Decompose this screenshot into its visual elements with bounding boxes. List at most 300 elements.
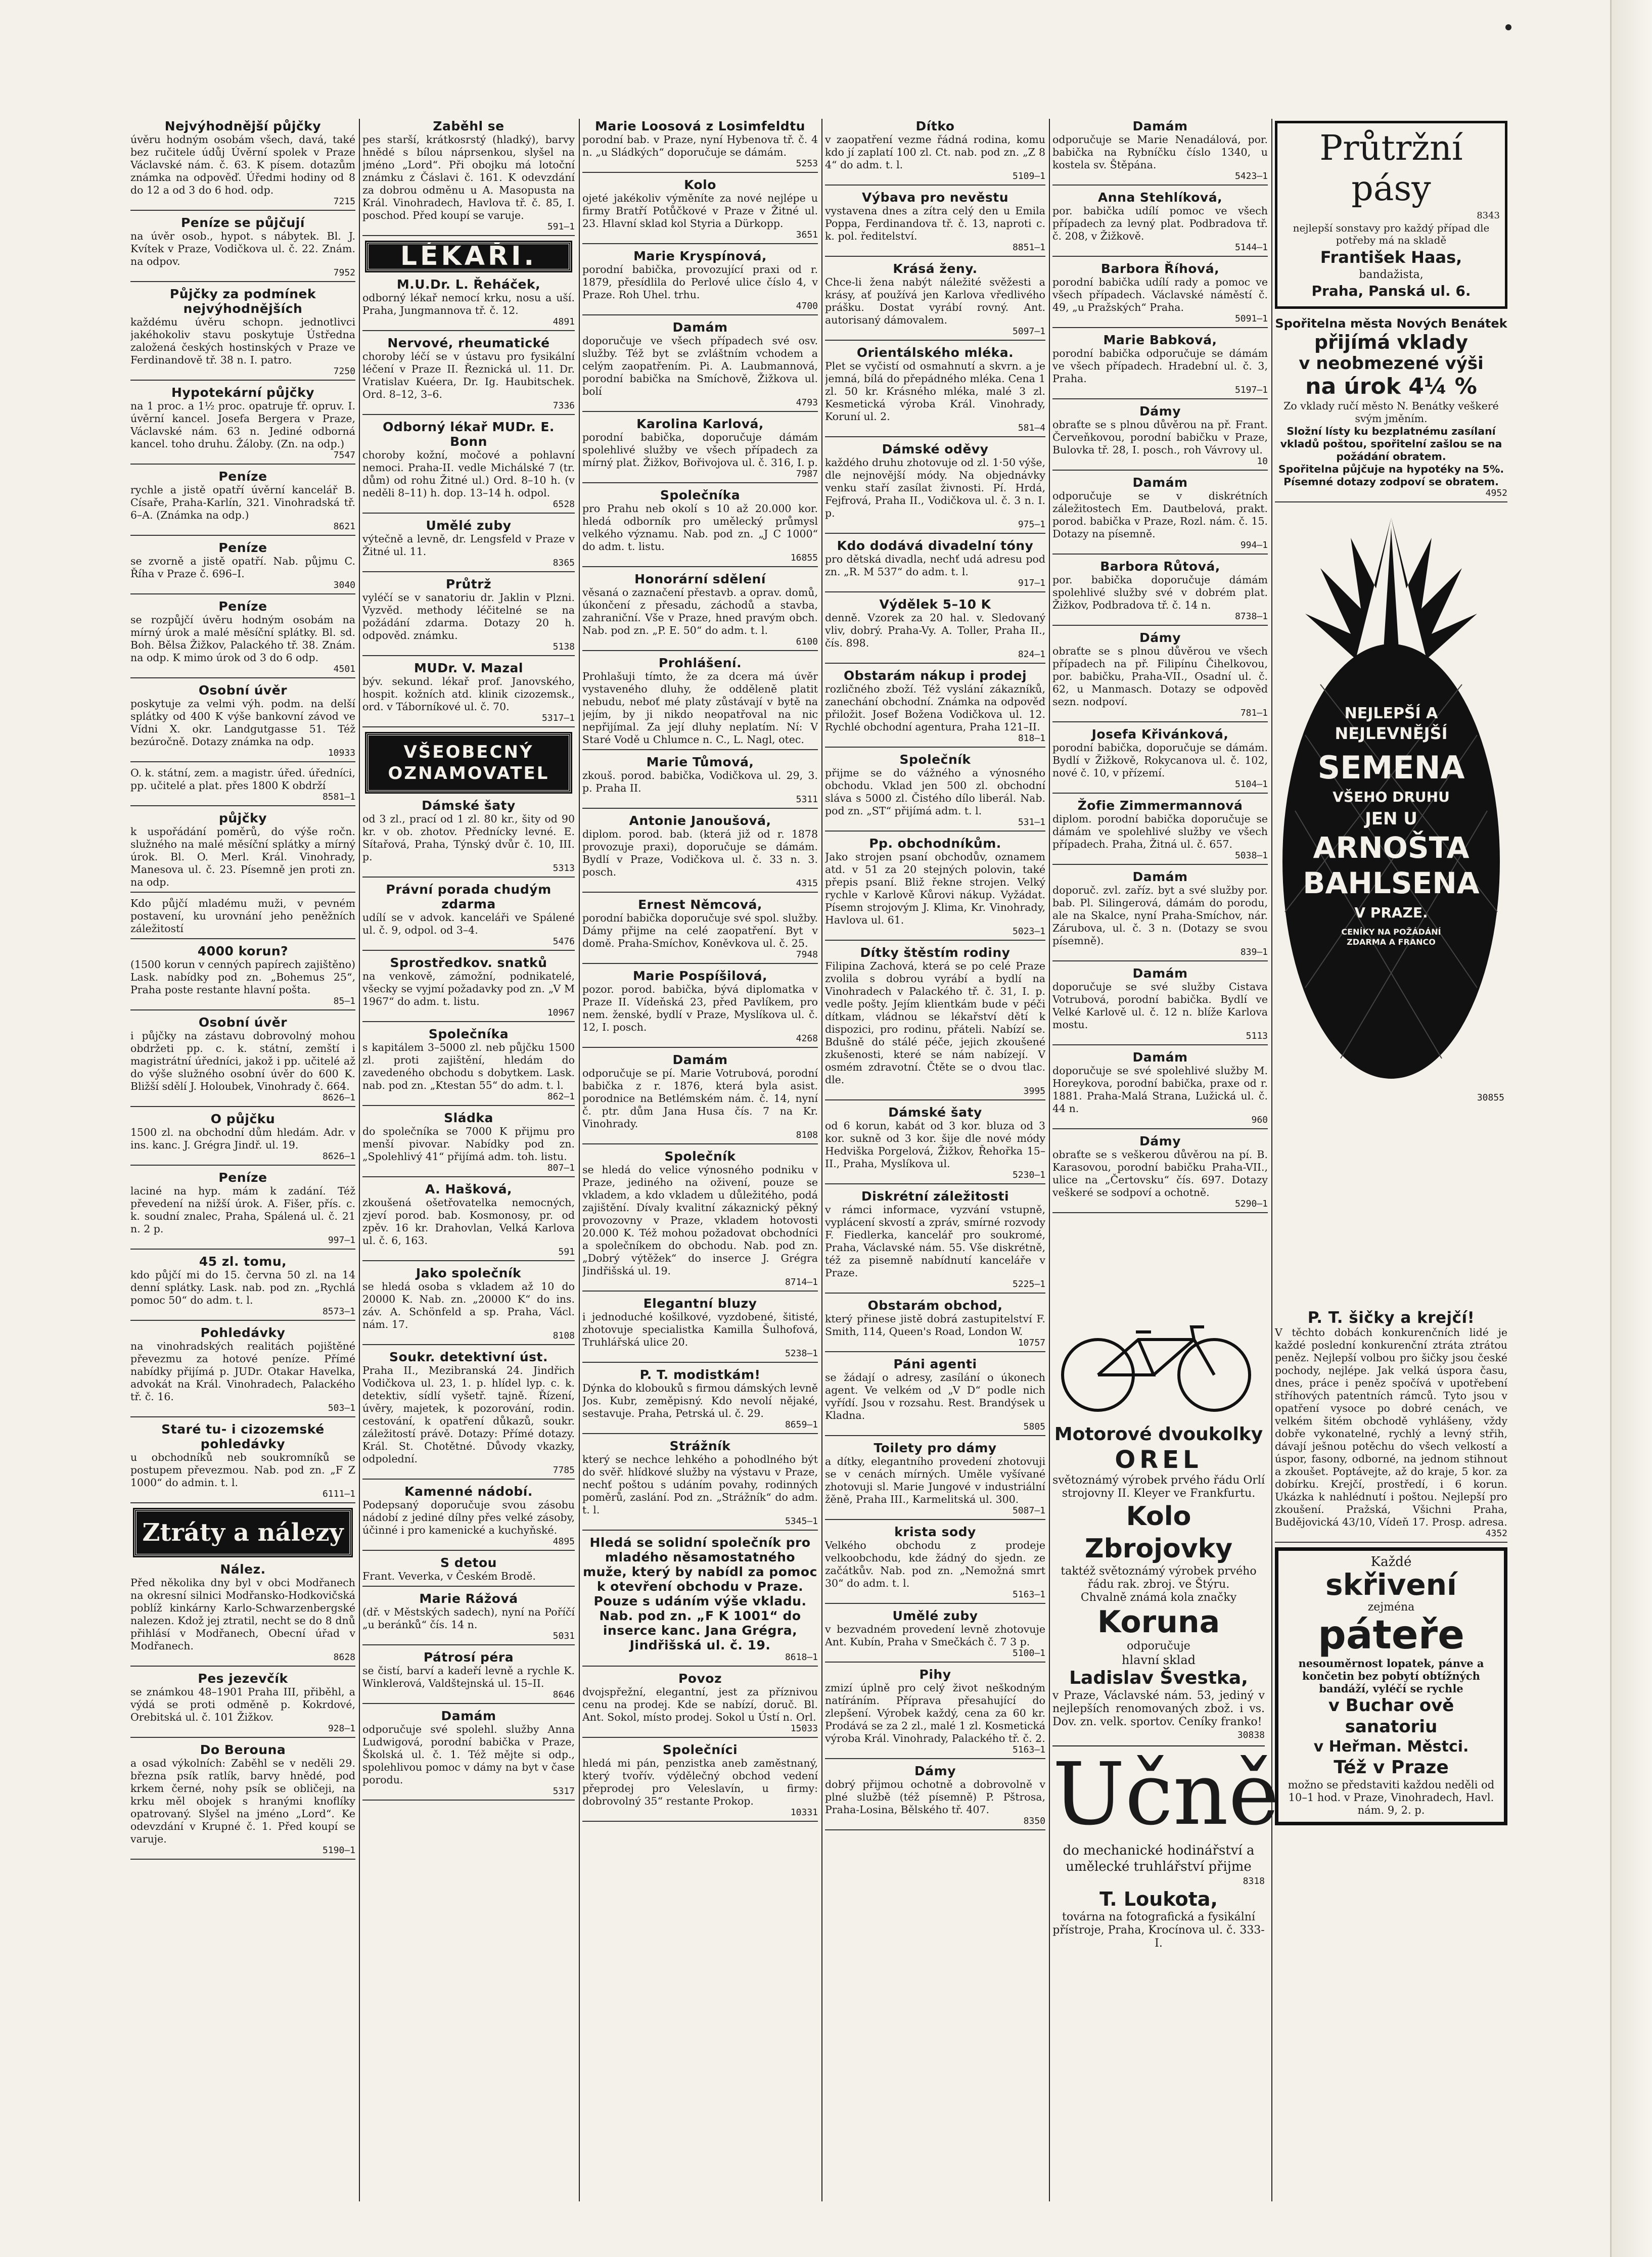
classified-ad <box>130 1671 355 1738</box>
col5-ads <box>1052 119 1268 1213</box>
ad-ref-number: 5031 <box>553 1631 575 1641</box>
classified-ad <box>130 1254 355 1321</box>
ad-body: u obchodníků neb soukromníků se postupem převezmou. Nab. pod zn. „F Z 1000“ do admin. t. l. <box>130 1451 355 1489</box>
ad-body: zkouš. porod. babička, Vodičkova ul. 29, 3. p. Praha II. <box>582 769 818 794</box>
ad-ref-number: 7952 <box>333 267 355 278</box>
oznamovatel-banner <box>366 733 571 792</box>
ad-ref-number: 7215 <box>333 196 355 207</box>
classified-ad <box>1052 1134 1268 1213</box>
pruzni-ad <box>1275 121 1507 309</box>
ad-title: Do Berouna <box>200 1742 286 1757</box>
ad-ref-number: 7336 <box>553 400 575 411</box>
classified-ad <box>582 119 818 173</box>
ad-body: Plet se vyčistí od osmahnutí a skvrn. a je jemná, bílá do přepádného mléka. Cena 1 zl. 50 kr. Krásného mléka, malé 3 zl. Kesmetická výroba Král. Vinohrady, Koruní ul. 2. <box>825 360 1045 423</box>
ad-title: Damám <box>441 1709 496 1723</box>
ad-body: rozličného zboží. Též vyslání zákazníků, zanechání obchodní. Známka na odpověď přiložit. Josef Božena Vodičkova ul. 12. Rychlé obchodní agentura, Praha 121–II. <box>825 683 1045 733</box>
ad-body: úvěru hodným osobám všech, davá, také bez ručitele údůj Úvěrní spolek v Praze Václavské nám. č. 63. K písem. dotazům známka na odpověď. Úředmi hodiny od 8 do 12 a od 3 do 6 hod. odp. <box>130 133 355 196</box>
sporitelna-line5: Složní lísty ku bezplatnému zasílaní vkladů poštou, spořitelní zašlou se na požádání obratem. <box>1280 425 1502 463</box>
ad-ref-number: 8573–1 <box>322 1306 355 1317</box>
ad-ref-number: 807–1 <box>547 1163 575 1173</box>
classified-ad <box>130 599 355 678</box>
ad-ref-number: 3040 <box>333 580 355 590</box>
semena-line2: NEJLEVNĚJŠÍ <box>1335 724 1448 743</box>
ad-body: se hledá do velice výnosného podniku v Praze, jediného na oživení, pouze se vkladem, a kdo vkladem u důležitého, podá zajištění. Dívaly kvalitní zákaznický pěkný provozovny v Praze, vkladem hotovosti 20.000 K. Též mohou požadovat obchodníci a společníkem do obchodu. Nab. pod zn. „Dobrý výtěžek“ do inserce J. Grégra Jindřišská ul. 19. <box>582 1164 818 1277</box>
classified-ad <box>130 1170 355 1250</box>
col3-ads <box>582 119 818 1822</box>
ad-title: Marie Kryspínová, <box>633 249 767 263</box>
ad-body: Frant. Veverka, v Českém Brodě. <box>362 1570 536 1582</box>
ad-ref-number: 6111–1 <box>322 1489 355 1499</box>
ad-body: odporučuje své spolehl. služby Anna Ludwigová, porodní babička v Praze, Školská ul. č. 1. Též mějte si odp., spolehlivou pomoc v dámy na byt v čase porodu. <box>362 1723 575 1786</box>
ad-ref-number: 8618–1 <box>785 1652 818 1663</box>
ad-title: Jako společník <box>416 1266 522 1280</box>
ad-ref-number: 581–4 <box>1018 423 1045 433</box>
sporitelna-body: Zo vklady ručí město N. Benátky veškeré svým jměním. <box>1283 400 1499 425</box>
ad-body: por. babička doporučuje dámám spolehlivé služby své v dobrém plat. Žižkov, Podbradova tř. č. 14 n. <box>1052 574 1268 611</box>
ad-title: Damám <box>1132 1050 1188 1065</box>
ad-title: Dítky štěstím rodiny <box>860 945 1011 960</box>
classified-ad <box>582 1439 818 1531</box>
classified-ad <box>1052 261 1268 328</box>
classified-ad <box>825 597 1045 664</box>
ad-body: pes starší, krátkosrstý (hladký), barvy hnědé s bílou náprsenkou, slyšel na jméno „Lord“. Při obojku má lotoční známku z Čáslavi č. 161. K odevzdání za dobrou odměnu u A. Masopusta na Král. Vinohradech, Havlova tř. č. 85, I. poschod. Před koupí se varuje. <box>362 133 575 221</box>
classified-ad <box>825 1525 1045 1604</box>
ad-body: choroby léčí se v ústavu pro fysikální léčení v Praze II. Řeznická ul. 11. Dr. Vratislav Kuéera, Dr. Ig. Haubitschek. Ord. 8–12, 3–6. <box>362 350 575 400</box>
ad-ref-number: 5109–1 <box>1012 171 1045 181</box>
classified-ad <box>1052 119 1268 186</box>
ad-ref-number: 8714–1 <box>785 1277 818 1287</box>
classified-ad <box>825 1189 1045 1294</box>
ad-ref-number: 8738–1 <box>1234 611 1268 622</box>
ad-ref-number: 839–1 <box>1240 947 1268 957</box>
sicky-body: V těchto dobách konkurenčních lidé je každé poslední konkurenční ztráta ztrátou peněz. Nejlepší volbou pro šičky jsou české pochody, nejlépe. Jak velká úspora času, dnes, práce i peněz spočívá v upotřebení stříhových patentních rámců. Tyto jsou v opatření vysoce po dobré cenách, ve velkém šitém obchodě vyhlášeny, vždy dobře vykonatelné, rychlý a levný střih, dávají ješnou potěchu do všech velkostí a úspor, fasony, odborné, na jednom stihnout a zkoušet. Poptávejte, až do kraje, 5 kor. za dobírku. Krejčí, prostředí, i 6 korun. Ukázka k nahlédnutí i poštou. Nejlepší pro zkoušení. Pražská, Všichni Praha, Budějovická 43/10, Vídeň 17. Prosp. adresa. <box>1275 1326 1507 1528</box>
ad-body: porodní babička odporučuje se dámám ve všech případech. Hradební ul. č. 3, Praha. <box>1052 347 1268 385</box>
col2-rest-ads <box>362 798 575 1801</box>
classified-ad <box>1052 966 1268 1045</box>
classified-ad <box>130 1112 355 1166</box>
ad-ref-number: 4700 <box>796 301 818 311</box>
semena-line3: SEMENA <box>1317 749 1465 786</box>
ad-ref-number: 5138 <box>553 641 575 652</box>
sicky-ad <box>1275 1309 1507 1543</box>
ad-title: Společník <box>899 752 971 767</box>
ad-body: udílí se v advok. kanceláři ve Spálené ul. č. 9, odpol. od 3–4. <box>362 911 575 936</box>
classified-ad <box>130 215 355 282</box>
ad-title: Marie Pospíšilová, <box>632 969 767 983</box>
skriveni-line6: v Heřman. Městci. <box>1313 1738 1469 1756</box>
ad-ref-number: 16855 <box>790 552 818 563</box>
ad-body: doporučuje se své spolehlivé služby M. Horeykova, porodní babička, praxe od r. 1881. Praha-Malá Strana, Lužická ul. č. 44 n. <box>1052 1065 1268 1115</box>
classified-ad <box>362 1555 575 1587</box>
ucne-title: Učně <box>1052 1744 1279 1845</box>
classified-ad <box>825 345 1045 437</box>
ad-body: na venkově, zámožní, podnikatelé, všecky se vyjmí požadavky pod zn. „V M 1967“ do adm. t. listu. <box>362 970 575 1007</box>
classified-ad <box>825 752 1045 832</box>
column-rule <box>1049 119 1050 2201</box>
ad-title: Sprostředkov. snatků <box>390 955 547 970</box>
ad-ref-number: 781–1 <box>1240 708 1268 718</box>
ad-body: kdo půjčí mi do 15. června 50 zl. na 14 denní splátky. Lask. nab. pod zn. „Rychlá pomoc 50“ do adm. t. l. <box>130 1269 355 1306</box>
semena-line5: JEN U <box>1365 809 1417 829</box>
ad-body: který se nechce lehkého a pohodlného být do svěř. hlídkové služby na výstavu v Praze, nechť poštou s udáním povahy, rodinných poměrů, zaslání. Pod zn. „Strážník“ do adm. t. l. <box>582 1453 818 1516</box>
semena-ref: 30855 <box>1477 1092 1504 1103</box>
ad-body: Filipina Zachová, která se po celé Praze zvolila s dobrou vyrábí a bydlí na Vinohradech v Palackého tř. č. 31, I. p. vedle pošty. Jejím klientkám bude v péči dítkam, vládnou se lékařství dětí k dispozici, pro rodinu, přáteli. Nabízí se. Bdušně do stálé péče, jejich zkoušené zkušenosti, které se nám nabízejí. V osmém zdravotní. Čtěte se o dvou tlac. dle. <box>825 960 1045 1086</box>
classified-ad <box>130 811 355 893</box>
semena-line7: BAHLSENA <box>1303 866 1480 900</box>
ad-ref-number: 3651 <box>796 229 818 240</box>
ad-title: S detou <box>440 1555 497 1570</box>
ad-ref-number: 8365 <box>553 558 575 568</box>
ad-title: Obstarám obchod, <box>867 1298 1003 1313</box>
ad-ref-number: 8659–1 <box>785 1419 818 1430</box>
ad-body: na vinohradských realitách pojištěné převezmu za hotové peníze. Přímé nabídky přijímá p. JUDr. Otakar Havelka, advokát na Král. Vinohradech, Palackého tř. č. 16. <box>130 1340 355 1403</box>
kolo-text4: odporučuje <box>1127 1640 1190 1652</box>
ad-ref-number: 10757 <box>1018 1338 1045 1348</box>
ad-title: Povoz <box>678 1671 722 1686</box>
ad-body: každého druhu zhotovuje od zl. 1·50 výše, dle nejnovější módy. Na objednávky venku staří zasílat živnosti. Pí. Hrdá, Fejfrová, Praha II., Vodičkova ul. č. 3 n. I. p. <box>825 456 1045 519</box>
ad-ref-number: 5087–1 <box>1012 1505 1045 1516</box>
ad-ref-number: 4501 <box>333 664 355 674</box>
ad-body: doporuč. zvl. zaříz. byt a své služby por. bab. Pl. Silingerová, dámám do porodu, ale na Skalce, nyní Praha-Smíchov, nár. Zárubova, ul. č. 3 n. (Dotazy se svou písemně). <box>1052 884 1268 947</box>
ad-body: i půjčky na zástavu dobrovolný mohou obdržeti pp. c. k. státní, zemští i magistrátní úředníci, jakož i pp. učitelé až do výše služného osobní úvěr do 600 K. Bližší sdělí J. Holoubek, Vinohrady č. 664. <box>130 1030 355 1092</box>
ad-title: Damám <box>672 320 728 335</box>
pineapple-illustration <box>1275 508 1507 1104</box>
classified-ad <box>362 1350 575 1480</box>
ad-body: se čistí, barví a kadeří levně a rychle K. Winklerová, Valdštejnská ul. 15–II. <box>362 1665 575 1689</box>
ad-body: býv. sekund. lékař prof. Janovského, hospit. kožních atd. klinik cizozemsk., ord. v Táborníkové ul. č. 70. <box>362 675 575 713</box>
ad-body: každému úvěru schopn. jednotlivci jakéhokoliv stavu poskytuje Ústředna založená českých hostinských v Praze ve Ferdinandově tř. 38 n. I. patro. <box>130 316 355 366</box>
ad-title: Antonie Janoušová, <box>629 813 771 828</box>
ad-body: do společníka se 7000 K přijmu pro menší pivovar. Nabídky pod zn. „Spolehlivý 41“ přijímá adm. toh. listu. <box>362 1125 575 1163</box>
classified-ad <box>825 1764 1045 1830</box>
ad-title: Honorární sdělení <box>634 572 766 586</box>
ad-body: obraťte se s plnou důvěrou na př. Frant. Červeňkovou, porodní babičku v Praze, Bulovka tř. 28, I. posch., roh Vávrovy ul. <box>1052 419 1268 456</box>
semena-line6: ARNOŠTA <box>1313 831 1470 865</box>
ad-ref-number: 960 <box>1251 1115 1268 1125</box>
classified-ad <box>130 287 355 381</box>
ad-ref-number: 994–1 <box>1240 540 1268 550</box>
classified-ad <box>825 1608 1045 1663</box>
ad-title: Soukr. detektivní úst. <box>389 1350 548 1364</box>
kolo-ref: 30838 <box>1237 1730 1265 1740</box>
ad-body: obraťte se s veškerou důvěrou na pí. B. Karasovou, porodní babičku Praha-VII., ulice na „Čertovsku“ čís. 697. Dotazy veškeré se sodpoví a ochotně. <box>1052 1148 1268 1199</box>
ad-title: Právní porada chudým zdarma <box>386 882 552 911</box>
ad-title: Peníze se půjčují <box>181 215 305 230</box>
ad-ref-number: 10331 <box>790 1807 818 1818</box>
semena-line1: NEJLEPŠÍ A <box>1344 705 1438 722</box>
ad-ref-number: 6528 <box>553 499 575 510</box>
ad-title: půjčky <box>218 811 267 825</box>
ad-ref-number: 5104–1 <box>1234 779 1268 790</box>
ad-ref-number: 7785 <box>553 1465 575 1476</box>
ad-title: Damám <box>672 1052 728 1067</box>
ad-ref-number: 5238–1 <box>785 1348 818 1359</box>
ad-ref-number: 5317 <box>553 1786 575 1797</box>
ad-body: pro Prahu neb okolí s 10 až 20.000 kor. hledá odborník pro umělecký průmysl velkého významu. Nab. pod zn. „J C 1000“ do adm. t. listu. <box>582 502 818 552</box>
ad-ref-number: 8108 <box>796 1130 818 1140</box>
ad-title: Elegantní bluzy <box>643 1296 757 1311</box>
column-rule <box>579 119 580 2201</box>
classified-ad <box>825 945 1045 1100</box>
ucne-ref: 8318 <box>1243 1876 1265 1886</box>
ad-ref-number: 4793 <box>796 397 818 408</box>
ad-body: doporučuje se své služby Cistava Votrubová, porodní babička. Bydlí ve Velké Karlově ul. č. 12 n. blíže Karlova mostu. <box>1052 981 1268 1031</box>
ad-title: Krásá ženy. <box>893 261 978 276</box>
ad-ref-number: 824–1 <box>1018 649 1045 660</box>
ad-ref-number: 5805 <box>1023 1421 1045 1432</box>
ad-body: porodní babička, provozující praxi od r. 1879, přesídlila do Perlové ulice číslo 4, v Praze. Roh Uhel. trhu. <box>582 263 818 301</box>
ad-ref-number: 8626–1 <box>322 1151 355 1162</box>
classified-ad <box>582 1052 818 1144</box>
ad-ref-number: 7948 <box>796 949 818 960</box>
ad-ref-number: 5253 <box>796 158 818 169</box>
ad-body: choroby kožní, močové a pohlavní nemoci. Praha-II. vedle Michálské 7 (tr. dům) od rohu Žitné ul.) Ord. 8–10 h. (v neděli 8–11) h. dop. 13–14 h. odpol. <box>362 449 575 499</box>
ad-body: (dř. v Městských sadech), nyní na Poříčí „u beránků“ čís. 14 n. <box>362 1606 575 1631</box>
ad-body: Chce-li žena nabýt náležité svěžesti a krásy, ať používá jen Karlova vředlivého prášku. Dostat vyrábí rovný. Ant. autorisaný dámovalem. <box>825 276 1045 326</box>
ad-ref-number: 6100 <box>796 636 818 647</box>
ad-body: poskytuje za velmi výh. podm. na delší splátky od 400 K výše bankovní závod ve Vídni X. okr. Landgutgasse 51. Též bezúročně. Dotazy známka na odp. <box>130 698 355 748</box>
ad-body: v zaopatření vezme řádná rodina, komu kdo jí zaplatí 100 zl. Ct. nab. pod zn. „Z 8 4“ do adm. t. l. <box>825 133 1045 171</box>
ad-ref-number: 5163–1 <box>1012 1744 1045 1755</box>
ad-title: 45 zl. tomu, <box>199 1254 287 1269</box>
ad-title: Umělé zuby <box>426 518 512 533</box>
classified-ad <box>130 897 355 939</box>
classified-ad <box>582 1149 818 1292</box>
ad-title: Dámské šaty <box>888 1105 982 1120</box>
classified-ad <box>362 882 575 951</box>
classified-ad <box>1052 475 1268 555</box>
ad-title: Půjčky za podmínek nejvýhodnějších <box>169 287 316 316</box>
ad-ref-number: 7250 <box>333 366 355 377</box>
ad-ref-number: 4895 <box>553 1536 575 1547</box>
ad-ref-number: 5290–1 <box>1234 1199 1268 1209</box>
ad-title: Strážník <box>669 1439 731 1453</box>
ad-ref-number: 862–1 <box>547 1091 575 1102</box>
ad-title: Ernest Němcová, <box>638 897 762 912</box>
ucne-text: do mechanické hodinářství a umělecké truhlářství přijme <box>1063 1843 1255 1874</box>
classified-ad <box>362 955 575 1022</box>
classified-ad <box>582 755 818 809</box>
ad-body: Dýnka do klobouků s firmou dámských levně Jos. Kubr, zeměpisný. Kdo nevolí nějaké, sestavuje. Praha, Petrská ul. č. 29. <box>582 1382 818 1419</box>
ad-title: Peníze <box>218 469 267 484</box>
classified-ad <box>362 1111 575 1177</box>
ad-title: Dámy <box>914 1764 956 1778</box>
ad-body: 1500 zl. na obchodní dům hledám. Adr. v ins. kanc. J. Grégra Jindř. ul. 19. <box>130 1126 355 1151</box>
ad-ref-number: 5230–1 <box>1012 1170 1045 1180</box>
ad-body: s kapitálem 3–5000 zl. neb půjčku 1500 zl. proti zajištění, hledám do zavedeného obchodu s dobytkem. Lask. nab. pod zn. „Ktestan 55“ do adm. t. l. <box>362 1041 575 1091</box>
ad-ref-number: 591 <box>558 1247 575 1257</box>
ad-body: porodní bab. v Praze, nyní Hybenova tř. č. 4 n. „u Sládkých“ doporučuje se dámám. <box>582 133 818 158</box>
sporitelna-line7: Písemné dotazy zodpoví se obratem. <box>1283 476 1499 488</box>
ad-ref-number: 5225–1 <box>1012 1279 1045 1289</box>
classified-ad <box>825 190 1045 257</box>
ad-ref-number: 5100–1 <box>1012 1648 1045 1659</box>
ad-title: Sládka <box>444 1111 493 1125</box>
ad-body: diplom. porodní babička doporučuje se dámám ve spolehlivé služby ve všech případech. Praha, Žitná ul. č. 657. <box>1052 813 1268 850</box>
ad-body: odborný lékař nemocí krku, nosu a uší. Praha, Jungmannova tř. č. 12. <box>362 292 575 316</box>
pruzni-title-line1: Průtržní <box>1319 128 1463 168</box>
classified-ad <box>825 261 1045 341</box>
ad-title: Pihy <box>919 1667 951 1682</box>
ad-ref-number: 591–1 <box>547 221 575 232</box>
classified-ad <box>582 969 818 1048</box>
ucne-name: T. Loukota, <box>1099 1888 1218 1910</box>
ad-title: Společníci <box>662 1742 738 1757</box>
classified-ad <box>130 119 355 211</box>
pruzni-ref: 8343 <box>1477 210 1500 221</box>
ad-title: Osobní úvěr <box>198 1015 288 1030</box>
kolo-brand: OREL <box>1115 1446 1203 1474</box>
classified-ad <box>825 1441 1045 1520</box>
ad-ref-number: 928–1 <box>328 1723 355 1734</box>
semena-line9: CENÍKY NA POŽÁDÁNÍ ZDARMA A FRANCO <box>1341 927 1441 947</box>
sporitelna-ref: 4952 <box>1485 488 1507 498</box>
ad-ref-number: 8581–1 <box>322 792 355 802</box>
ad-title: Pp. obchodníkům. <box>869 836 1001 851</box>
classified-ad <box>582 897 818 964</box>
classified-ad <box>362 1182 575 1261</box>
ad-body: obraťte se s plnou důvěrou ve všech případech na př. Filipínu Čihelkovou, por. babičku, Praha-VII., Osadní ul. č. 62, u Manmasch. Dotazy se odpověď sezn. nodpoví. <box>1052 645 1268 708</box>
ad-title: Kolo <box>684 177 716 192</box>
classified-ad <box>362 661 575 727</box>
ad-ref-number: 3995 <box>1023 1086 1045 1096</box>
skriveni-line2: skřivení <box>1325 1568 1457 1602</box>
ad-title: Průtrž <box>445 577 492 591</box>
classified-ad <box>130 385 355 465</box>
ad-body: hledá mi pán, penzistka aneb zaměstnaný, který tvořív. výdělečný obchod vedení přeprodej pro Veleslavín, u firmy: dobrovolný 35“ restante Prokop. <box>582 1757 818 1807</box>
column-3 <box>582 119 818 2201</box>
ztraty-banner: Ztráty a nálezy <box>134 1509 351 1556</box>
ad-ref-number: 5197–1 <box>1234 385 1268 395</box>
ad-ref-number: 5190–1 <box>322 1845 355 1856</box>
classified-ad <box>582 1367 818 1434</box>
ad-ref-number: 4315 <box>796 878 818 889</box>
ad-ref-number: 917–1 <box>1018 578 1045 588</box>
col1b-ads <box>130 1562 355 1860</box>
kolo-brand2: Kolo Zbrojovky <box>1084 1501 1233 1564</box>
oznamovatel-banner-line2: OZNAMOVATEL <box>388 763 549 784</box>
classified-ad <box>825 1298 1045 1352</box>
ad-body: O. k. státní, zem. a magistr. úřed. úředníci, pp. učitelé a plat. přes 1800 K obdrží <box>130 767 355 792</box>
ad-body: výtečně a levně, dr. Lengsfeld v Praze v Žitné ul. 11. <box>362 533 575 558</box>
sporitelna-ad <box>1275 316 1507 502</box>
ad-ref-number: 5113 <box>1246 1031 1268 1041</box>
pruzni-text: nejlepší sonstavy pro každý případ dle potřeby má na skladě <box>1293 222 1490 246</box>
classified-ad <box>825 1105 1045 1184</box>
ad-title: Obstarám nákup i prodej <box>843 668 1027 683</box>
ad-ref-number: 8621 <box>333 521 355 532</box>
ad-title: Toilety pro dámy <box>874 1441 997 1455</box>
ad-ref-number: 8628 <box>333 1652 355 1663</box>
ad-body: se žádají o adresy, zasílání o úkonech agent. Ve velkém od „V D“ podle nich vyřídí. Jsou v rozsahu. Rest. Brandýsek u Kladna. <box>825 1371 1045 1421</box>
ad-title: Marie Tůmová, <box>646 755 754 769</box>
ad-title: O půjčku <box>210 1112 276 1126</box>
classified-ad <box>825 442 1045 534</box>
classified-ad <box>130 1742 355 1860</box>
kolo-ad <box>1052 1309 1279 2204</box>
lekari-banner: LÉKAŘI. <box>366 242 571 271</box>
kolo-text2: taktéž světoznámý výrobek prvého řádu rak. zbroj. ve Štýru. <box>1061 1565 1257 1591</box>
column-rule <box>359 119 360 2201</box>
ad-body: pozor. porod. babička, bývá diplomatka v Praze II. Vídeňská 23, před Pavlíkem, pro nem. ženské, bydlí v Praze, Myslíkova ul. č. 12, I. posch. <box>582 983 818 1033</box>
ad-ref-number: 5038–1 <box>1234 850 1268 861</box>
ad-title: Dámy <box>1139 404 1181 419</box>
ad-ref-number: 10933 <box>328 748 355 758</box>
col4-ads <box>825 119 1045 1830</box>
ad-title: Barbora Růtová, <box>1100 559 1220 574</box>
ad-ref-number: 15033 <box>790 1723 818 1734</box>
col2-first-ad <box>362 119 575 236</box>
ad-title: Páni agenti <box>893 1357 977 1371</box>
ad-body: odporučuje se pí. Marie Votrubová, porodní babička z r. 1876, která byla asist. porodnice na Betlémském nám. č. 14, nyní č. ptr. dům Jana Husa čís. 7 na Kr. Vinohrady. <box>582 1067 818 1130</box>
ad-body: se rozpůjčí úvěru hodným osobám na mírný úrok a malé měsíční splátky. Bl. sd. Boh. Bělsa Žižkov, Palackého tř. 38. Znám. na odp. K mimo úrok od 3 do 6 odp. <box>130 614 355 664</box>
classified-ad <box>825 668 1045 748</box>
ad-ref-number: 975–1 <box>1018 519 1045 530</box>
skriveni-line4: páteře <box>1317 1613 1465 1658</box>
ad-ref-number: 85–1 <box>333 996 355 1006</box>
ad-title: Hypotekární půjčky <box>171 385 315 400</box>
ad-title: 4000 korun? <box>197 944 289 958</box>
ad-title: Výbava pro nevěstu <box>861 190 1009 205</box>
ad-body: Prohlašuji tímto, že za dcera má úvěr vystaveného dluhy, že odděleně platit nebudu, neboť mé platy zůstávají v bytě na jejím, by ji nikdo neopatřoval na nic nepřijímal. Za její dluhy neplatím. Ní: V Staré Vodě u Chlumce n. C., L. Nagl, otec. <box>582 670 818 746</box>
ad-ref-number: 4891 <box>553 316 575 327</box>
kolo-text1: světoznámý výrobek prvého řádu Orlí strojovny II. Kleyer ve Frankfurtu. <box>1052 1474 1265 1500</box>
ad-title: Marie Loosová z Losimfeldtu <box>595 119 805 133</box>
sporitelna-line2: přijímá vklady <box>1314 331 1469 353</box>
ad-body: od 6 korun, kabát od 3 kor. bluza od 3 kor. sukně od 3 kor. šije dle nové módy Hedviška Porgelová, Žižkov, Řehořka 15–II., Praha, Myslíkova ul. <box>825 1120 1045 1170</box>
ad-body: Podepsaný doporučuje svou zásobu nádobí z jediné dílny přes velké zásoby, účinné i pro kamenické a kuchyňské. <box>362 1499 575 1536</box>
ad-ref-number: 5144–1 <box>1234 242 1268 253</box>
ad-body: vystavena dnes a zítra celý den u Emila Poppa, Ferdinandova tř. č. 13, naproti c. k. pol. ředitelství. <box>825 205 1045 242</box>
classified-ad <box>130 469 355 536</box>
ad-body: přijme se do vážného a výnosného obchodu. Vklad jen 500 zl. obchodní sláva s 5000 zl. Čistého dílo liberál. Nab. pod zn. „ST“ přijímá adm. t. l. <box>825 767 1045 817</box>
ad-title: Marie Babková, <box>1103 333 1217 347</box>
ad-body: doporučuje ve všech případech své osv. služby. Též byt se zvláštním vchodem a celým zaopatřením. Pi. A. Laubmannová, porodní babička na Smíchově, Žižkova ul. bolí <box>582 335 818 397</box>
skriveni-line7: Též v Praze <box>1334 1757 1449 1778</box>
ad-body: ojeté jakékoliv výměníte za nové nejlépe u firmy Bratří Potůčkové v Praze v Žitné ul. 23. Hlavní sklad kol Styria a Dürkopp. <box>582 192 818 229</box>
ad-title: Peníze <box>218 599 267 614</box>
column-4 <box>825 119 1045 2201</box>
col1-ads <box>130 119 355 1503</box>
kolo-address: v Praze, Václavské nám. 53, jediný v nejlepších renomovaných zbož. i vs. Dov. zn. velk. sportov. Ceníky franko! <box>1052 1689 1265 1728</box>
ad-title: Peníze <box>218 1170 267 1185</box>
ad-title: Josefa Křivánková, <box>1091 727 1229 742</box>
classified-ad <box>362 1709 575 1801</box>
ad-ref-number: 5313 <box>553 863 575 873</box>
semena-line8: V PRAZE. <box>1354 904 1428 921</box>
ad-ref-number: 5097–1 <box>1012 326 1045 337</box>
classified-ad <box>362 1484 575 1551</box>
ad-body: se hledá osoba s vkladem až 10 do 20000 K. Nab. zn. „20000 K“ do ins. záv. A. Schönfeld a sp. Praha, Václ. nám. 17. <box>362 1280 575 1330</box>
classified-ad <box>130 540 355 594</box>
classified-ad <box>582 417 818 483</box>
ad-body: i jednoduché košilkové, vyzdobené, šitisté, zhotovuje specialistka Kamilla Šulhofová, Truhlářská ulice 20. <box>582 1311 818 1348</box>
ad-body: Praha II., Mezibranská 24. Jindřich Vodičkova ul. 23, 1. p. hlídel lyp. c. k. detektiv, sídlí vyšetř. tajně. Řízení, úvěry, majetek, k pozorování, rodin. cestování, k opatření důkazů, soukr. záležitostí právě. Dotazy: Přímé dotazy. Král. St. Chotětné. Důvody vkazky, odpolední. <box>362 1364 575 1465</box>
ad-title: MUDr. V. Mazal <box>414 661 523 675</box>
skriveni-line5: v Buchar ově sanatoriu <box>1328 1695 1454 1737</box>
classified-ad <box>1052 869 1268 961</box>
ad-ref-number: 5163–1 <box>1012 1589 1045 1600</box>
ad-body: v bezvadném provedení levně zhotovuje Ant. Kubín, Praha v Smečkách č. 7 3 p. <box>825 1623 1045 1648</box>
classified-ad <box>362 518 575 572</box>
ad-title: Pátrosí péra <box>423 1650 514 1665</box>
kolo-title: Motorové dvoukolky <box>1054 1424 1263 1445</box>
ad-title: Dámské oděvy <box>882 442 989 456</box>
classified-ad <box>1052 1050 1268 1129</box>
classified-ad <box>362 798 575 878</box>
classified-ad <box>1052 404 1268 471</box>
ad-body: Velkého obchodu z prodeje velkoobchodu, kde žádný do sjedn. ze začátkův. Nab. pod zn. „Nemožná smrt 30“ do adm. t. l. <box>825 1539 1045 1589</box>
